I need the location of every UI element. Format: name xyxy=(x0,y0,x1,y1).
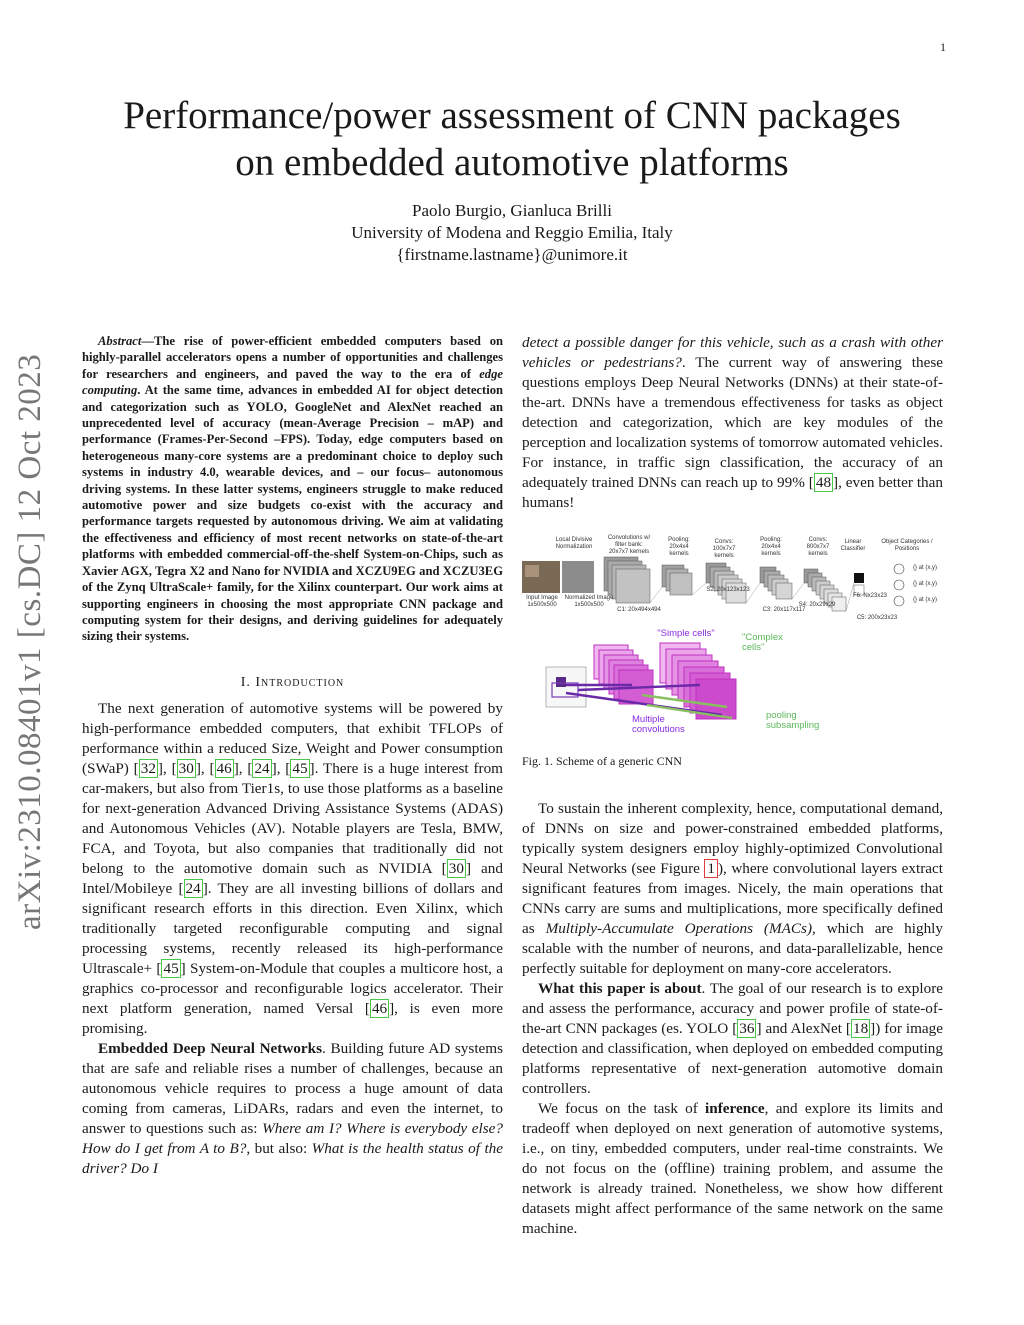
label-pooling-subsampling: pooling subsampling xyxy=(766,710,820,731)
title-line-2: on embedded automotive platforms xyxy=(235,141,789,184)
text: We focus on the task of xyxy=(538,1100,706,1117)
right-paragraph-1 xyxy=(522,333,943,513)
arxiv-identifier-stamp[interactable]: arXiv:2310.08401v1 [cs.DC] 12 Oct 2023 xyxy=(12,353,48,930)
emphasis: Multiply-Accumulate Operations (MACs) xyxy=(545,920,813,937)
normalized-image xyxy=(562,561,594,593)
label-input-image: Input Image 1x500x500 xyxy=(526,595,558,608)
citation-32[interactable]: 32 xyxy=(140,759,156,777)
abstract-text-1: —The rise of power-efficient embedded computers based on highly-parallel accelerators opens a number of opportunities and challenges for researchers and engineers, and paved the way to the era of xyxy=(82,334,503,381)
f6-output-stack xyxy=(854,573,864,595)
paragraph-heading: Embedded Deep Neural Networks xyxy=(98,1039,323,1057)
paper-title xyxy=(0,92,1024,186)
text: , which are highly scalable with the number of neurons, and data-parallelizable, hence perfectly suitable for deployment on many-core accelerators. xyxy=(522,920,943,977)
label-c1: C1: 20x494x494 xyxy=(617,607,661,613)
label-s4: S4: 20x29x29 xyxy=(798,602,836,608)
keyword: inference xyxy=(705,1100,765,1117)
right-paragraph-2 xyxy=(522,799,943,979)
label-pooling-2: Pooling: 20x4x4 kernels xyxy=(760,537,782,557)
figure-caption: Fig. 1. Scheme of a generic CNN xyxy=(522,754,682,768)
text: ]. There is a huge interest from car-makers, but also from Tier1s, to use those platforms as a baseline for next-generation Advanced Driving Assistance Systems (ADAS) and Autonomous Vehicles (AV). Notable players are Tesla, BMW, FCA, and Toyota, but also companies that traditionally did not belong to the automotive domain such as NVIDIA [ xyxy=(82,759,503,877)
label-simple-cells: "Simple cells" xyxy=(657,628,715,639)
citation-46[interactable]: 46 xyxy=(371,999,388,1017)
text: , but also: xyxy=(246,1139,312,1157)
label-c5: C5: 200x23x23 xyxy=(856,615,898,621)
label-c3: C3: 20x117x117 xyxy=(762,607,806,613)
abstract-text-2: . At the same time, advances in embedded AI for object detection and categorization such as YOLO, GoogleNet and AlexNet reached an unprecedented level of accuracy (mean-Average Precision – mAP) and performance (Frames-Per-Second –FPS). Today, edge computers based on heterogeneous many-core systems are a predominant choice to deploy such systems in industry 4.0, wearable devices, and – our focus– autonomous driving systems. In these latter systems, engineers struggle to make reduced automotive power and size budgets co-exist with the accuracy and performance targets requested by autonomous driving. We aim at validating the effectiveness and efficiency of most recent networks on state-of-the-art platforms with embedded commercial-off-the-shelf System-on-Chips, such as Xavier AGX, Tegra X2 and Nano for NVIDIA and XCZU9EG and XCZU3EG of the Zynq UltraScale+ family, for the Xilinx counterpart. Our work aims at supporting engineers in choosing the most appropriate CNN package and computing system for their designs, and deriving guidelines for adequately sizing their systems. xyxy=(82,383,503,644)
text: ] and Intel/Mobileye [ xyxy=(82,859,503,897)
label-linear-classifier: Linear Classifier xyxy=(840,539,866,552)
label-f6: F6: Nx23x23 xyxy=(852,593,888,599)
text: , and explore its limits and tradeoff when deployed on next generation of automotive systems, i.e., on tiny, embedded computers, under real-time constraints. We do not focus on the (offline) training problem, and assume the network is already trained. Nonetheless, we show how different datasets might affect performance of the same network on the same machine. xyxy=(522,1100,943,1237)
label-pooling-1: Pooling: 20x4x4 kernels xyxy=(668,537,690,557)
citation-36[interactable]: 36 xyxy=(739,1020,755,1037)
title-line-1: Performance/power assessment of CNN packages xyxy=(123,94,901,137)
emphasis: Where am I? Where is everybody else? How do I get from A to B? xyxy=(82,1119,503,1157)
text: The next generation of automotive systems will be powered by high-performance embedded computers, that exhibit TFLOPs of performance within a reduced Size, Weight and Power consumption (SWaP) [ xyxy=(82,699,503,777)
s2-feature-stack xyxy=(662,565,692,595)
text: To sustain the inherent complexity, hence, computational demand, of DNNs on size and power-constrained embedded platforms, typically system designers employ highly-optimized Convolutional Neural Networks (see Figure xyxy=(522,800,943,877)
citation-45[interactable]: 45 xyxy=(292,759,308,777)
label-output-1: {} at (x,y) xyxy=(912,565,937,571)
citation-45[interactable]: 45 xyxy=(163,959,179,977)
abstract xyxy=(82,333,503,645)
page-number: 1 xyxy=(940,40,946,54)
text: ] and AlexNet [ xyxy=(756,1020,851,1037)
label-convs-2: Convs: 100x7x7 kernels xyxy=(712,539,736,559)
left-column xyxy=(82,333,503,1179)
text: ]. They are all investing billions of dollars and significant research efforts in this direction. Even Xilinx, which traditionally targeted reconfigurable computing and signal processing systems, recently released its high-performance Ultrascale+ [ xyxy=(82,879,503,977)
label-s2: S2: 20x123x123 xyxy=(706,587,750,593)
citation-18[interactable]: 18 xyxy=(852,1020,869,1037)
label-normalized-image: Normalized Image 1x500x500 xyxy=(564,595,614,608)
text: ], even better than humans! xyxy=(522,474,943,511)
text: . Building future AD systems that are safe and reliable rises a number of challenges, because an autonomous vehicle requires to process a huge amount of data coming from cameras, LiDARs, radars and even the internet, to answer to questions such as: xyxy=(82,1039,503,1137)
abstract-label: Abstract xyxy=(98,334,142,348)
input-patch xyxy=(546,667,586,707)
text: ]) for image detection and classification, when deployed on embedded computing platforms representative of next-generation automotive domain controllers. xyxy=(522,1020,944,1097)
right-paragraph-4 xyxy=(522,1099,943,1239)
email: {firstname.lastname}@unimore.it xyxy=(396,245,628,264)
emphasis: What is the health status of the driver? Do I xyxy=(82,1139,504,1177)
label-multiple-convolutions: Multiple convolutions xyxy=(632,714,685,735)
label-conv-filter-bank: Convolutions w/ filter bank: 20x7x7 kernels xyxy=(607,535,651,555)
text: . The current way of answering these questions employs Deep Neural Networks (DNNs) at their state-of-the-art. DNNs have a tremendous effectiveness for tasks as object detection and categorization, which are key modules of the perception and localization systems of tomorrow automated vehicles. For instance, in traffic sign classification, the accuracy of an adequately trained DNNs can reach up to 99% [ xyxy=(522,354,943,491)
s4-feature-stack xyxy=(760,567,792,599)
citation-30[interactable]: 30 xyxy=(178,759,194,777)
cnn-diagram xyxy=(522,535,943,735)
right-paragraph-3 xyxy=(522,979,943,1099)
output-faces xyxy=(894,564,904,606)
label-complex-cells: "Complex cells" xyxy=(742,632,783,653)
section-heading-introduction: I. Introduction xyxy=(240,674,345,690)
label-output-3: {} at (x,y) xyxy=(912,597,937,603)
text: ), where convolutional layers extract significant features from images. Nicely, the main operations that CNNs carry are sums and multiplications, more specifically defined as xyxy=(522,860,943,937)
text: ], is even more promising. xyxy=(82,999,504,1037)
label-convs-3: Convs: 800x7x7 kernels xyxy=(806,537,830,557)
text: ] System-on-Module that couples a multicore host, a graphics co-processor and reconfigurable logics accelerator. Their next platform generation, named Versal [ xyxy=(82,959,504,1017)
affiliation: University of Modena and Reggio Emilia, Italy xyxy=(351,223,673,242)
citation-46[interactable]: 46 xyxy=(216,759,232,777)
intro-paragraph-1: The next generation of automotive systems will be powered by high-performance embedded computers, that exhibit TFLOPs of performance within a reduced Size, Weight and Power consumption (SWaP) [ 32 ], [ 30 ], [ 46 ], [ 24 ], [ 45 ]. There is a huge interest from car-makers, but also from Tier1s, to use those platforms as a baseline for next-generation Advanced Driving Assistance Systems (ADAS) and Autonomous Vehicles (AV). Notable players are Tesla, BMW, FCA, and Toyota, but also companies that traditionally did not belong to the automotive domain such as NVIDIA [ 30 ] and Intel/Mobileye [ 24 ]. They are all investing billions of dollars and significant research efforts in this direction. Even Xilinx, which traditionally targeted reconfigurable computing and signal processing systems, recently released its high-performance Ultrascale+ [ 45 ] System-on-Module that couples a multicore host, a graphics co-processor and reconfigurable logics accelerator. Their next platform generation, named Versal [ 46 ], is even more promising. xyxy=(82,699,504,1037)
c3-feature-stack xyxy=(706,563,746,603)
citation-30[interactable]: 30 xyxy=(448,859,464,877)
citation-24[interactable]: 24 xyxy=(254,759,270,777)
emphasis: detect a possible danger for this vehicle, such as a crash with other vehicles or pedestrians? xyxy=(522,334,943,371)
citation-24[interactable]: 24 xyxy=(185,879,201,897)
label-object-categories: Object Categories / Positions xyxy=(881,539,933,552)
figure-reference-1[interactable]: 1 xyxy=(704,859,718,878)
intro-paragraph-2 xyxy=(82,1039,503,1179)
paragraph-heading: What this paper is about xyxy=(538,980,702,997)
citation-48[interactable]: 48 xyxy=(815,474,832,491)
cnn-scheme-figure xyxy=(522,535,943,735)
authors: Paolo Burgio, Gianluca Brilli xyxy=(412,201,612,220)
right-column xyxy=(522,333,943,1239)
text: . The goal of our research is to explore and assess the performance, accuracy and power profile of state-of-the-art CNN packages (es. YOLO [ xyxy=(522,980,944,1037)
photo-detail xyxy=(525,565,539,577)
label-local-normalization: Local Divisive Normalization xyxy=(555,537,593,550)
label-output-2: {} at (x,y) xyxy=(912,581,937,587)
abstract-emphasis: edge computing xyxy=(82,366,503,398)
